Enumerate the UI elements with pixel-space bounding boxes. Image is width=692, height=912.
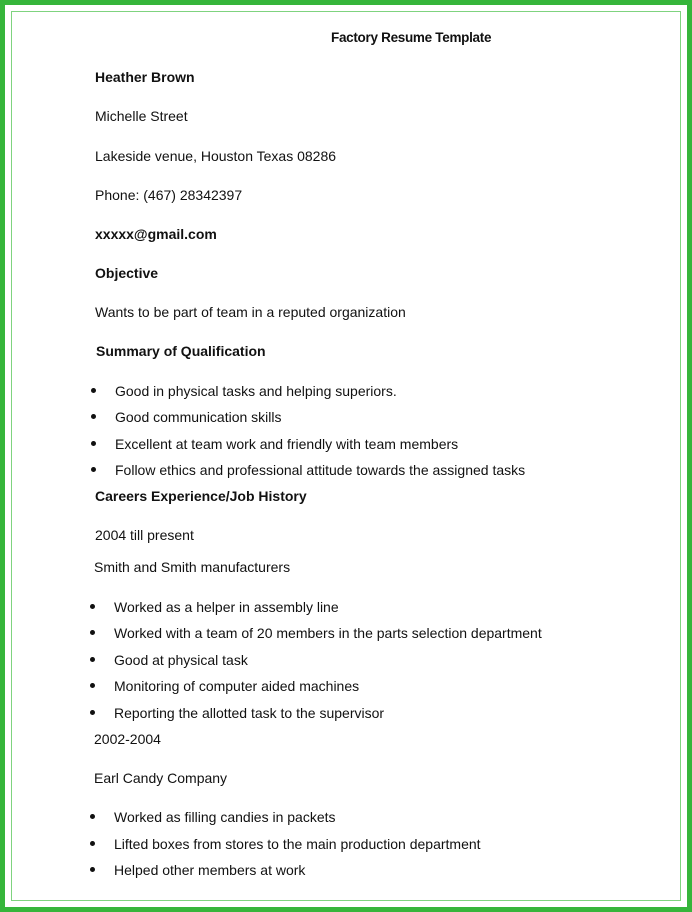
job-item: Lifted boxes from stores to the main production department — [114, 836, 481, 852]
summary-item: Good in physical tasks and helping superiors. — [115, 383, 397, 399]
document-title: Factory Resume Template — [331, 30, 492, 45]
summary-item: Follow ethics and professional attitude towards the assigned tasks — [115, 462, 526, 478]
bullet-icon — [90, 841, 95, 846]
address-line-1: Michelle Street — [95, 108, 188, 124]
job-item: Worked as filling candies in packets — [114, 809, 336, 825]
job-period: 2002-2004 — [94, 731, 161, 747]
bullet-icon — [90, 657, 95, 662]
summary-item: Good communication skills — [115, 409, 282, 425]
bullet-icon — [90, 630, 95, 635]
applicant-name: Heather Brown — [95, 69, 195, 85]
bullet-icon — [91, 467, 96, 472]
job-item: Good at physical task — [114, 652, 248, 668]
summary-item: Excellent at team work and friendly with team members — [115, 436, 459, 452]
phone-number: Phone: (467) 28342397 — [95, 187, 243, 203]
job-company: Smith and Smith manufacturers — [94, 559, 291, 575]
job-item: Reporting the allotted task to the supervisor — [114, 705, 385, 721]
bullet-icon — [90, 867, 95, 872]
bullet-icon — [91, 414, 96, 419]
bullet-icon — [90, 604, 95, 609]
job-item: Monitoring of computer aided machines — [114, 678, 360, 694]
bullet-icon — [91, 388, 96, 393]
bullet-icon — [90, 683, 95, 688]
job-company: Earl Candy Company — [94, 770, 228, 786]
objective-text: Wants to be part of team in a reputed organization — [95, 304, 406, 320]
bullet-icon — [90, 814, 95, 819]
job-item: Worked with a team of 20 members in the parts selection department — [114, 625, 542, 641]
page-inner-border — [11, 11, 681, 901]
email-address: xxxxx@gmail.com — [95, 226, 217, 242]
summary-heading: Summary of Qualification — [96, 343, 266, 359]
objective-heading: Objective — [95, 265, 159, 281]
bullet-icon — [90, 710, 95, 715]
job-item: Helped other members at work — [114, 862, 306, 878]
bullet-icon — [91, 441, 96, 446]
job-item: Worked as a helper in assembly line — [114, 599, 339, 615]
address-line-2: Lakeside venue, Houston Texas 08286 — [95, 148, 337, 164]
job-period: 2004 till present — [95, 527, 194, 543]
experience-heading: Careers Experience/Job History — [95, 488, 307, 504]
